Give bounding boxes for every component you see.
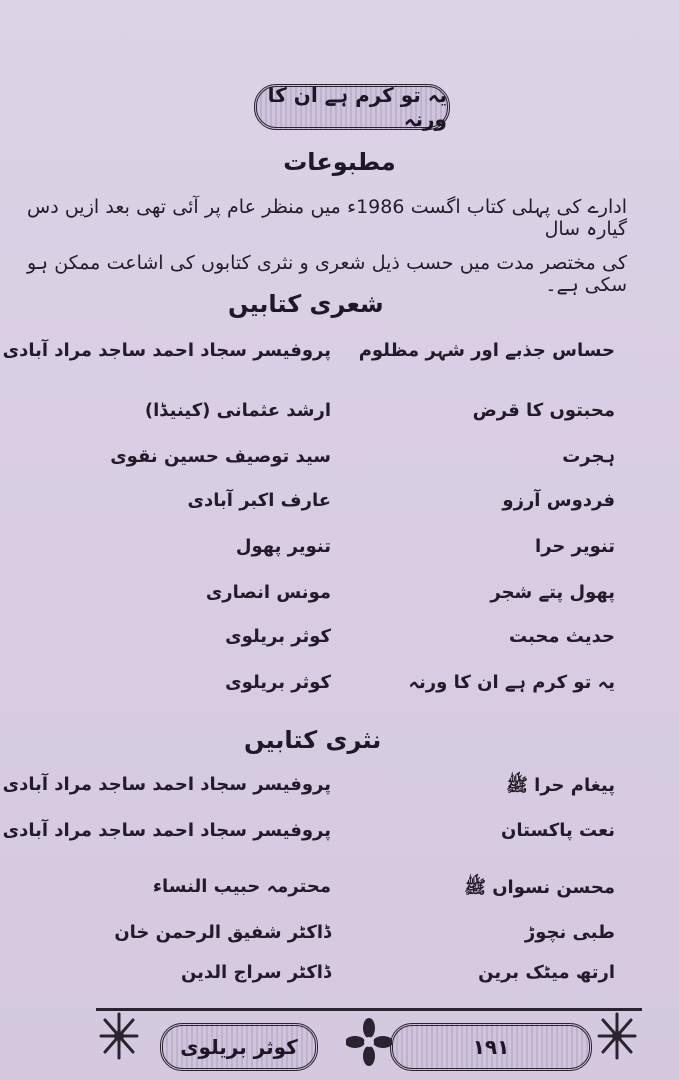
- book-author: کوثر بریلوی: [225, 672, 331, 693]
- book-author: سید توصیف حسین نقوی: [110, 446, 331, 467]
- list-item: [0, 962, 679, 1002]
- book-title: ارتھ میٹک برین: [478, 962, 615, 983]
- book-title: محسن نسواں ﷺ: [464, 877, 615, 898]
- flower-ornament-icon: [346, 1014, 392, 1070]
- intro-line-2: کی مختصر مدت میں حسب ذیل شعری و نثری کتابوں کی اشاعت ممکن ہو سکی ہے۔: [27, 252, 627, 296]
- book-author: کوثر بریلوی: [225, 626, 331, 647]
- book-title: یہ تو کرم ہے ان کا ورنہ: [408, 672, 615, 693]
- list-item: [0, 536, 679, 576]
- book-author: پروفیسر سجاد احمد ساجد مراد آبادی: [2, 820, 331, 841]
- book-author: پروفیسر سجاد احمد ساجد مراد آبادی: [2, 340, 331, 361]
- list-item: [0, 490, 679, 530]
- list-item: [0, 582, 679, 622]
- list-item: [0, 672, 679, 712]
- book-author: محترمہ حبیب النساء: [152, 876, 331, 897]
- poetry-section-title: شعری کتابیں: [228, 290, 384, 318]
- list-item: [0, 876, 679, 916]
- flower-ornament-icon: [594, 1008, 640, 1064]
- book-title: پیغام حرا ﷺ: [506, 775, 615, 796]
- book-author: تنویر پھول: [235, 536, 331, 557]
- book-author: پروفیسر سجاد احمد ساجد مراد آبادی: [2, 774, 331, 795]
- book-author: مونس انصاری: [205, 582, 331, 603]
- intro-line-1: ادارے کی پہلی کتاب اگست 1986ء میں منظر عام پر آئی تھی بعد ازیں دس گیارہ سال: [27, 196, 627, 240]
- book-author: ڈاکٹر سراج الدین: [180, 962, 331, 983]
- list-item: [0, 340, 679, 380]
- list-item: [0, 446, 679, 486]
- page-title: مطبوعات: [283, 148, 396, 176]
- list-item: [0, 820, 679, 860]
- book-title: فردوس آرزو: [502, 490, 615, 511]
- book-author: عارف اکبر آبادی: [187, 490, 331, 511]
- list-item: [0, 400, 679, 440]
- book-title: تنویر حرا: [535, 536, 615, 557]
- list-item: [0, 774, 679, 814]
- page-number-box: ۱۹۱: [390, 1023, 592, 1071]
- prose-section-title: نثری کتابیں: [244, 726, 382, 754]
- book-title: ہجرت: [562, 446, 615, 467]
- flower-ornament-icon: [96, 1008, 142, 1064]
- book-author: ارشد عثمانی (کینیڈا): [144, 400, 331, 421]
- footer-author-box: کوثر بریلوی: [160, 1023, 318, 1071]
- list-item: [0, 922, 679, 962]
- book-author: ڈاکٹر شفیق الرحمن خان: [114, 922, 331, 943]
- book-title: نعت پاکستان: [500, 820, 615, 841]
- book-title: حدیث محبت: [509, 626, 615, 647]
- book-title: طبی نچوڑ: [524, 922, 615, 943]
- book-title: پھول پتے شجر: [490, 582, 615, 603]
- book-title: محبتوں کا قرض: [472, 400, 615, 421]
- header-banner: یہ تو کرم ہے ان کا ورنہ: [254, 84, 450, 130]
- book-title: حساس جذبے اور شہر مظلوم: [358, 340, 615, 361]
- list-item: [0, 626, 679, 666]
